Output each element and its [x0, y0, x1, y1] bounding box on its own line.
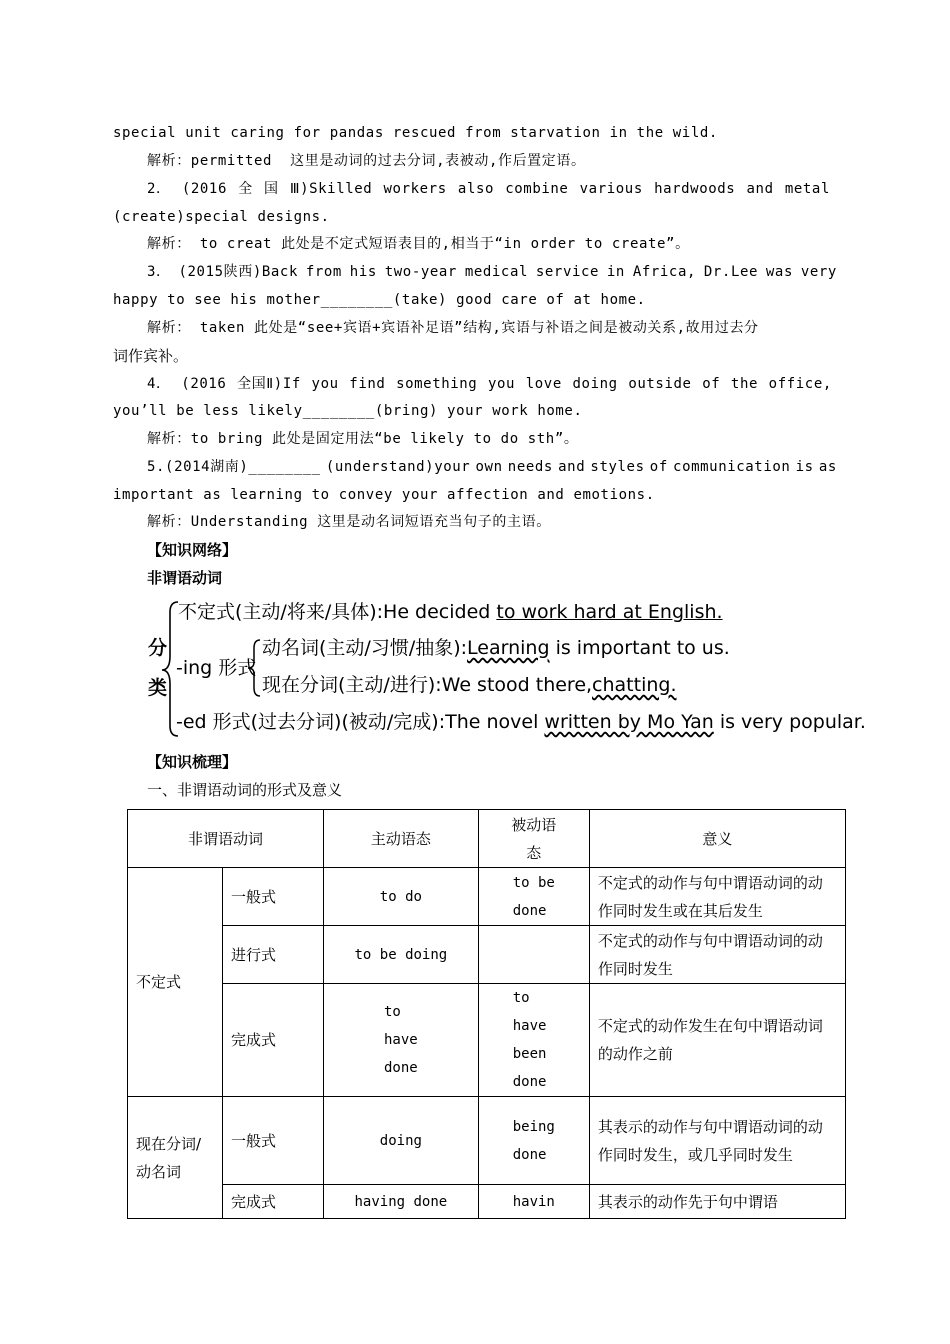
header-cell: 意义 [589, 810, 845, 868]
word: medical [464, 264, 529, 280]
example-underlined: Learning [467, 637, 550, 659]
category-char: 分 [148, 637, 168, 659]
active-cell: doing [324, 1097, 479, 1185]
form-cell: 完成式 [223, 1185, 324, 1219]
active-cell: to have done [324, 984, 479, 1097]
word: various [579, 181, 643, 197]
active-cell: to do [324, 868, 479, 926]
word: needs [507, 459, 553, 475]
example-text: is very popular. [713, 711, 866, 733]
form-cell: 一般式 [223, 868, 324, 926]
group-cell: 不定式 [128, 868, 223, 1097]
ing-form-label: -ing 形式 [176, 657, 257, 679]
infinitive-label: 不定式(主动/将来/具体): [178, 601, 384, 623]
word: office, [768, 376, 832, 392]
section-heading: 【知识网络】 [147, 541, 238, 559]
example-underlined: written by Mo Yan [544, 711, 714, 733]
table-row [128, 868, 846, 926]
word: two-year [384, 264, 457, 280]
word: 全国Ⅱ)If [237, 376, 301, 392]
passive-cell: to have been done [478, 984, 589, 1097]
word: Dr.Lee [703, 264, 759, 280]
text-line: important as learning to convey your affection and emotions. [113, 487, 655, 503]
passive-cell: to be done [478, 868, 589, 926]
text-line: 词作宾补。 [113, 347, 189, 365]
answer-line: 解析： taken 此处是“see+宾语+宾语补足语”结构,宾语与补语之间是被动关系,故用过去分 [147, 320, 759, 336]
word: (2016 [181, 376, 227, 392]
answer-line: 解析：to bring 此处是固定用法“be likely to do sth”。 [147, 431, 579, 447]
word: love [525, 376, 562, 392]
table-row [128, 984, 846, 1097]
group-cell: 现在分词/动名词 [128, 1097, 223, 1219]
form-cell: 一般式 [223, 1097, 324, 1185]
subheading: 非谓语动词 [147, 569, 223, 587]
example-text: is important to us. [549, 637, 730, 659]
answer-line: 解析：Understanding 这里是动名词短语充当句子的主语。 [147, 514, 551, 530]
answer-line: 解析：permitted 这里是动词的过去分词,表被动,作后置定语。 [147, 153, 586, 169]
table-row [128, 1185, 846, 1219]
word: is [795, 459, 814, 475]
word: 3． [147, 264, 171, 280]
past-participle-label: -ed 形式(过去分词)(被动/完成): [176, 711, 446, 733]
meaning-cell: 其表示的动作先于句中谓语 [589, 1185, 845, 1219]
word: was [765, 264, 793, 280]
word: and [558, 459, 586, 475]
table-row [128, 1097, 846, 1185]
question-2 [147, 179, 830, 199]
meaning-cell: 其表示的动作与句中谓语动词的动作同时发生，或几乎同时发生 [589, 1097, 845, 1185]
passive-cell: being done [478, 1097, 589, 1185]
text-line: you’ll be less likely________(bring) your work home. [113, 403, 583, 419]
nonfinite-verb-diagram [148, 596, 866, 746]
word: own [475, 459, 503, 475]
header-cell: 被动语态 [478, 810, 589, 868]
passive-cell: havin [478, 1185, 589, 1219]
form-cell: 进行式 [223, 926, 324, 984]
word: as [818, 459, 837, 475]
word: Ⅲ)Skilled [289, 181, 373, 197]
subheading: 一、非谓语动词的形式及意义 [147, 781, 343, 799]
example-text: The novel [445, 711, 545, 733]
word: combine [505, 181, 569, 197]
word: Africa, [632, 264, 697, 280]
word: 全 [238, 181, 253, 197]
form-cell: 完成式 [223, 984, 324, 1097]
word: find [349, 376, 386, 392]
word: you [311, 376, 339, 392]
passive-cell [478, 926, 589, 984]
word: you [488, 376, 516, 392]
word: something [396, 376, 478, 392]
question-5 [147, 457, 837, 477]
word: (2015陕西)Back [178, 264, 298, 280]
word: also [457, 181, 495, 197]
table-row [128, 926, 846, 984]
question-3 [147, 262, 837, 282]
example-text: He decided [383, 601, 497, 623]
active-cell: having done [324, 1185, 479, 1219]
word: of [649, 459, 668, 475]
word: his [349, 264, 377, 280]
word: metal [784, 181, 830, 197]
forms-table [127, 809, 846, 1219]
word: 4． [147, 376, 171, 392]
word: from [305, 264, 342, 280]
word: the [730, 376, 759, 392]
word: workers [383, 181, 447, 197]
question-4 [147, 374, 832, 394]
word: doing [572, 376, 618, 392]
word: (understand)your [325, 459, 471, 475]
present-participle-row [262, 673, 677, 697]
example-underlined: chatting. [592, 674, 677, 696]
word: of [702, 376, 721, 392]
meaning-cell: 不定式的动作发生在句中谓语动词的动作之前 [589, 984, 845, 1097]
gerund-label: 动名词(主动/习惯/抽象): [262, 637, 468, 659]
word: 5.(2014湖南)________ [147, 459, 321, 475]
table-header-row [128, 810, 846, 868]
word: and [746, 181, 774, 197]
answer-line: 解析： to creat 此处是不定式短语表目的,相当于“in order to create”。 [147, 236, 690, 252]
header-cell: 主动语态 [324, 810, 479, 868]
word: communication [673, 459, 791, 475]
example-underlined: to work hard at English. [496, 601, 723, 623]
gerund-row [262, 636, 730, 660]
word: in [606, 264, 625, 280]
word: hardwoods [654, 181, 736, 197]
infinitive-row [178, 600, 723, 624]
category-char: 类 [148, 677, 168, 699]
word: outside [628, 376, 692, 392]
word: 国 [264, 181, 279, 197]
word: styles [590, 459, 645, 475]
meaning-cell: 不定式的动作与句中谓语动词的动作同时发生或在其后发生 [589, 868, 845, 926]
text-line: special unit caring for pandas rescued from starvation in the wild. [113, 125, 718, 141]
active-cell: to be doing [324, 926, 479, 984]
past-participle-row [176, 710, 866, 734]
example-text: We stood there, [441, 674, 593, 696]
text-line: (create)special designs. [113, 209, 330, 225]
word: 2． [147, 181, 171, 197]
meaning-cell: 不定式的动作与句中谓语动词的动作同时发生 [589, 926, 845, 984]
word: service [535, 264, 600, 280]
present-participle-label: 现在分词(主动/进行): [262, 674, 442, 696]
header-cell: 非谓语动词 [128, 810, 324, 868]
text-line: happy to see his mother________(take) good care of at home. [113, 292, 646, 308]
word: (2016 [181, 181, 227, 197]
section-heading: 【知识梳理】 [147, 753, 238, 771]
word: very [800, 264, 837, 280]
